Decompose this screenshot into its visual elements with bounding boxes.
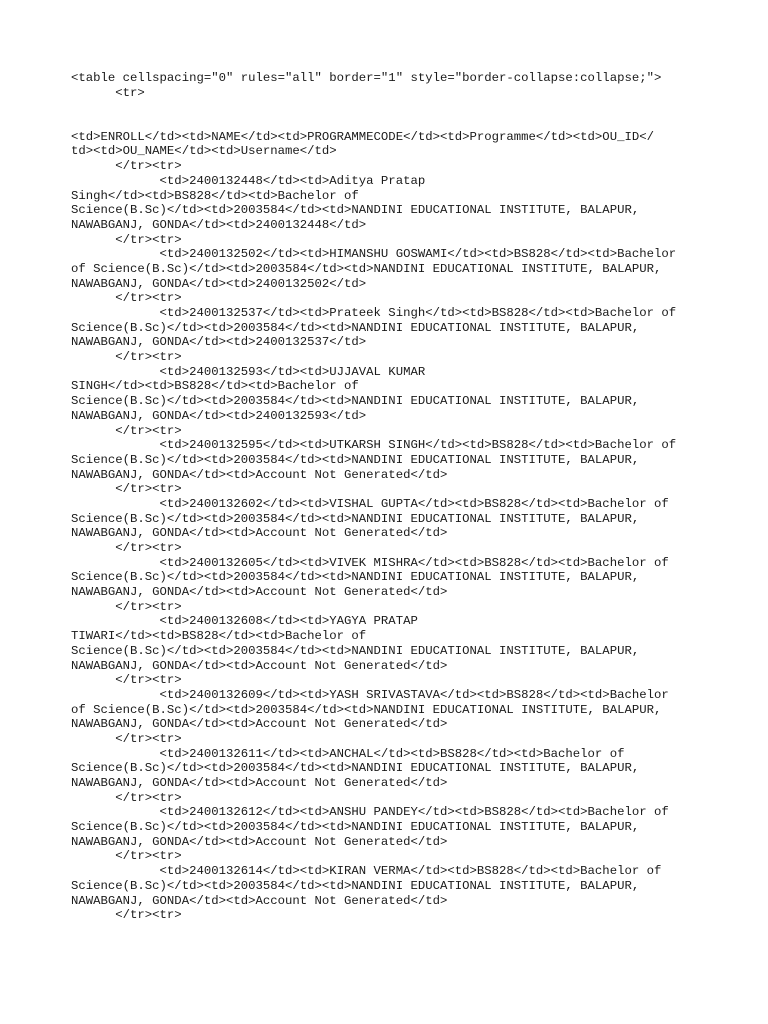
- source-line: <table cellspacing="0" rules="all" border="1" style="border-collapse:collapse;">: [71, 71, 662, 85]
- source-line: <td>2400132595</td><td>UTKARSH SINGH</td><td>BS828</td><td>Bachelor of: [71, 438, 677, 453]
- source-line: NAWABGANJ, GONDA</td><td>Account Not Generated</td>: [71, 776, 448, 790]
- source-line: Science(B.Sc)</td><td>2003584</td><td>NANDINI EDUCATIONAL INSTITUTE, BALAPUR,: [71, 820, 640, 835]
- source-line: <tr>: [71, 85, 145, 100]
- source-line: <td>2400132605</td><td>VIVEK MISHRA</td><td>BS828</td><td>Bachelor of: [71, 555, 669, 570]
- source-line: NAWABGANJ, GONDA</td><td>2400132502</td>: [71, 276, 367, 291]
- source-line: NAWABGANJ, GONDA</td><td>Account Not Generated</td>: [71, 585, 448, 600]
- source-line: </tr><tr>: [71, 232, 182, 247]
- source-line: <td>2400132609</td><td>YASH SRIVASTAVA</td><td>BS828</td><td>Bachelor: [71, 687, 669, 702]
- source-line: </tr><tr>: [71, 350, 182, 365]
- source-line: <td>2400132448</td><td>Aditya Pratap: [71, 173, 426, 188]
- source-line: </tr><tr>: [71, 849, 182, 864]
- source-line: NAWABGANJ, GONDA</td><td>2400132448</td>: [71, 217, 367, 232]
- source-line: Science(B.Sc)</td><td>2003584</td><td>NANDINI EDUCATIONAL INSTITUTE, BALAPUR,: [71, 203, 640, 218]
- source-line: of Science(B.Sc)</td><td>2003584</td><td>NANDINI EDUCATIONAL INSTITUTE, BALAPUR,: [71, 702, 662, 717]
- source-line: </tr><tr>: [71, 908, 182, 923]
- html-source-text: [71, 71, 711, 923]
- document-page: [71, 71, 711, 923]
- source-line: <td>2400132608</td><td>YAGYA PRATAP: [71, 614, 418, 629]
- source-line: </tr><tr>: [71, 541, 182, 555]
- source-line: NAWABGANJ, GONDA</td><td>2400132537</td>: [71, 335, 367, 350]
- source-line: Science(B.Sc)</td><td>2003584</td><td>NANDINI EDUCATIONAL INSTITUTE, BALAPUR,: [71, 394, 640, 409]
- source-line: Science(B.Sc)</td><td>2003584</td><td>NANDINI EDUCATIONAL INSTITUTE, BALAPUR,: [71, 570, 640, 585]
- source-line: <td>2400132593</td><td>UJJAVAL KUMAR: [71, 364, 426, 379]
- source-line: Science(B.Sc)</td><td>2003584</td><td>NANDINI EDUCATIONAL INSTITUTE, BALAPUR,: [71, 878, 640, 893]
- source-line: <td>2400132537</td><td>Prateek Singh</td><td>BS828</td><td>Bachelor of: [71, 306, 677, 320]
- source-line: NAWABGANJ, GONDA</td><td>Account Not Generated</td>: [71, 467, 448, 482]
- source-line: <td>2400132614</td><td>KIRAN VERMA</td><td>BS828</td><td>Bachelor of: [71, 864, 662, 879]
- source-line: </tr><tr>: [71, 731, 182, 746]
- source-line: [71, 115, 711, 130]
- source-line: Science(B.Sc)</td><td>2003584</td><td>NANDINI EDUCATIONAL INSTITUTE, BALAPUR,: [71, 320, 640, 335]
- source-line: SINGH</td><td>BS828</td><td>Bachelor of: [71, 379, 359, 394]
- source-line: NAWABGANJ, GONDA</td><td>Account Not Generated</td>: [71, 834, 448, 849]
- source-line: <td>2400132502</td><td>HIMANSHU GOSWAMI</td><td>BS828</td><td>Bachelor: [71, 247, 677, 262]
- source-line: <td>2400132602</td><td>VISHAL GUPTA</td><td>BS828</td><td>Bachelor of: [71, 496, 669, 511]
- source-line: Science(B.Sc)</td><td>2003584</td><td>NANDINI EDUCATIONAL INSTITUTE, BALAPUR,: [71, 511, 640, 526]
- source-line: </tr><tr>: [71, 790, 182, 805]
- source-line: </tr><tr>: [71, 159, 182, 174]
- source-line: of Science(B.Sc)</td><td>2003584</td><td>NANDINI EDUCATIONAL INSTITUTE, BALAPUR,: [71, 261, 662, 276]
- source-line: NAWABGANJ, GONDA</td><td>Account Not Generated</td>: [71, 893, 448, 908]
- source-line: NAWABGANJ, GONDA</td><td>2400132593</td>: [71, 408, 367, 423]
- source-line: </tr><tr>: [71, 599, 182, 614]
- source-line: <td>2400132612</td><td>ANSHU PANDEY</td><td>BS828</td><td>Bachelor of: [71, 805, 669, 820]
- source-line: Science(B.Sc)</td><td>2003584</td><td>NANDINI EDUCATIONAL INSTITUTE, BALAPUR,: [71, 452, 640, 467]
- source-line: NAWABGANJ, GONDA</td><td>Account Not Generated</td>: [71, 658, 448, 673]
- source-line: Singh</td><td>BS828</td><td>Bachelor of: [71, 188, 359, 203]
- source-line: TIWARI</td><td>BS828</td><td>Bachelor of: [71, 629, 367, 644]
- source-line: Science(B.Sc)</td><td>2003584</td><td>NANDINI EDUCATIONAL INSTITUTE, BALAPUR,: [71, 761, 640, 776]
- source-line: <td>2400132611</td><td>ANCHAL</td><td>BS828</td><td>Bachelor of: [71, 746, 625, 761]
- source-line: NAWABGANJ, GONDA</td><td>Account Not Generated</td>: [71, 717, 448, 732]
- source-line: NAWABGANJ, GONDA</td><td>Account Not Generated</td>: [71, 526, 448, 541]
- source-line: Science(B.Sc)</td><td>2003584</td><td>NANDINI EDUCATIONAL INSTITUTE, BALAPUR,: [71, 643, 640, 658]
- source-line: </tr><tr>: [71, 673, 182, 688]
- source-line: <td>ENROLL</td><td>NAME</td><td>PROGRAMMECODE</td><td>Programme</td><td>OU_ID</: [71, 129, 654, 144]
- source-line: </tr><tr>: [71, 482, 182, 497]
- source-line: td><td>OU_NAME</td><td>Username</td>: [71, 144, 337, 159]
- source-line: </tr><tr>: [71, 291, 182, 306]
- source-line: </tr><tr>: [71, 423, 182, 438]
- source-line: [71, 100, 711, 115]
